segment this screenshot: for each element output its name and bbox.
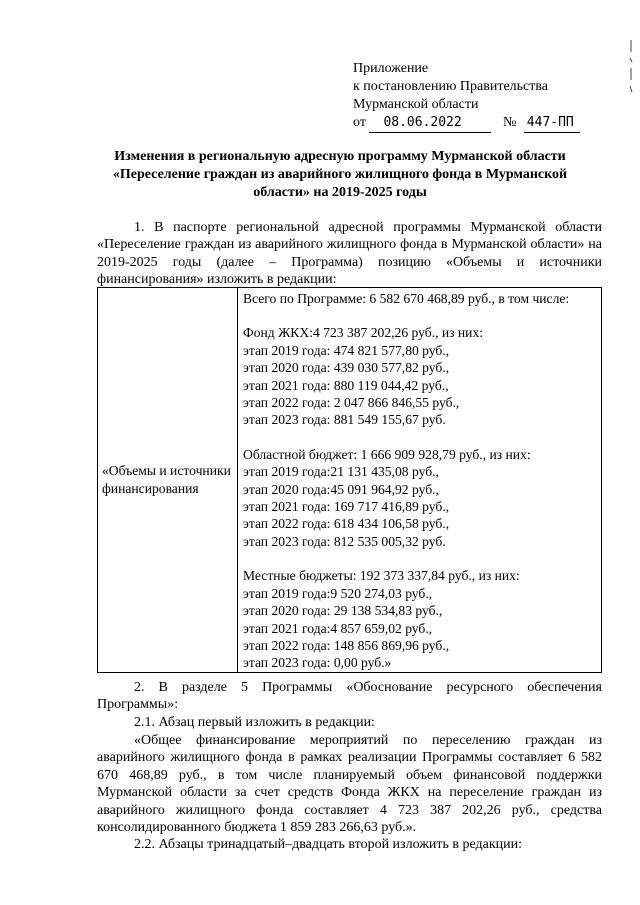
list-item: этап 2021 года: 880 119 044,42 руб., bbox=[243, 377, 449, 393]
paragraph-1: 1. В паспорте региональной адресной программы Мурманской области «Переселение граждан из аварийного жилищного фонда в Мурманской области» на 2019-2025 годы (далее – Программа) позицию «Объемы и источники финансирования» изложить в редакции: bbox=[97, 220, 602, 288]
paragraph-2-2: 2.2. Абзацы тринадцатый–двадцать второй изложить в редакции: bbox=[134, 837, 523, 852]
list-item: этап 2021 года:4 857 659,02 руб., bbox=[243, 620, 433, 636]
paragraph-quote: «Общее финансирование мероприятий по переселению граждан из аварийного жилищного фонда в рамках реализации Программы составляет 6 582 670 468,89 руб., в том числе планируемый объем финансовой поддержки Мурманской области за счет средств Фонда ЖКХ на переселение граждан из аварийного жилищного фонда составляет 4 723 387 202,26 руб., средства консолидированного бюджета 1 859 283 266,63 руб.». bbox=[97, 733, 602, 836]
list-item: этап 2019 года:9 520 274,03 руб., bbox=[243, 585, 433, 601]
list-item: этап 2020 года: 29 138 534,83 руб., bbox=[243, 603, 443, 619]
ot-label: от bbox=[353, 115, 366, 130]
list-item: этап 2023 года: 0,00 руб.» bbox=[243, 655, 392, 671]
decree-number: 447-ПП bbox=[524, 114, 580, 133]
fund-block bbox=[243, 324, 597, 428]
list-item: этап 2020 года: 439 030 577,82 руб., bbox=[243, 360, 450, 376]
list-item: этап 2022 года: 2 047 866 846,55 руб., bbox=[243, 395, 460, 411]
decree-date: 08.06.2022 bbox=[369, 114, 491, 133]
total-text: Всего по Программе: 6 582 670 468,89 руб., в том числе: bbox=[243, 291, 570, 306]
fund-heading: Фонд ЖКХ:4 723 387 202,26 руб., из них: bbox=[243, 325, 484, 341]
margin-mark bbox=[628, 40, 634, 100]
paragraph-2: 2. В разделе 5 Программы «Обоснование ресурсного обеспечения Программы»: bbox=[97, 680, 602, 713]
list-item: этап 2022 года: 618 434 106,58 руб., bbox=[243, 516, 450, 532]
header-line-2: к постановлению Правительства bbox=[353, 79, 549, 94]
appendix-header bbox=[353, 60, 580, 133]
list-item: этап 2019 года:21 131 435,08 руб., bbox=[243, 464, 439, 480]
header-line-1: Приложение bbox=[353, 61, 429, 76]
list-item: этап 2019 года: 474 821 577,80 руб., bbox=[243, 342, 450, 358]
table-row bbox=[98, 288, 602, 673]
title-line-1: Изменения в региональную адресную программу Мурманской области bbox=[114, 149, 566, 164]
title-line-3: области» на 2019-2025 годы bbox=[253, 185, 427, 200]
list-item: этап 2023 года: 881 549 155,67 руб. bbox=[243, 412, 446, 428]
list-item: этап 2020 года:45 091 964,92 руб., bbox=[243, 481, 439, 497]
local-budget-block bbox=[243, 567, 597, 671]
financing-table bbox=[97, 287, 602, 673]
table-right-cell bbox=[238, 288, 602, 673]
paragraph-2-1: 2.1. Абзац первый изложить в редакции: bbox=[134, 715, 375, 730]
regional-budget-block bbox=[243, 446, 597, 550]
table-left-label: «Объемы и источники финансирования bbox=[98, 288, 238, 673]
list-item: этап 2021 года: 169 717 416,89 руб., bbox=[243, 499, 450, 515]
list-item: этап 2023 года: 812 535 005,32 руб. bbox=[243, 533, 446, 549]
number-sign: № bbox=[502, 115, 517, 130]
regional-heading: Областной бюджет: 1 666 909 928,79 руб., из них: bbox=[243, 446, 531, 462]
header-line-3: Мурманской области bbox=[353, 97, 479, 112]
header-date-line bbox=[353, 114, 580, 133]
total-line bbox=[243, 290, 597, 307]
title-line-2: «Переселение граждан из аварийного жилищного фонда в Мурманской bbox=[112, 167, 568, 182]
document-title bbox=[60, 148, 620, 202]
local-heading: Местные бюджеты: 192 373 337,84 руб., из них: bbox=[243, 568, 520, 584]
list-item: этап 2022 года: 148 856 869,96 руб., bbox=[243, 637, 450, 653]
